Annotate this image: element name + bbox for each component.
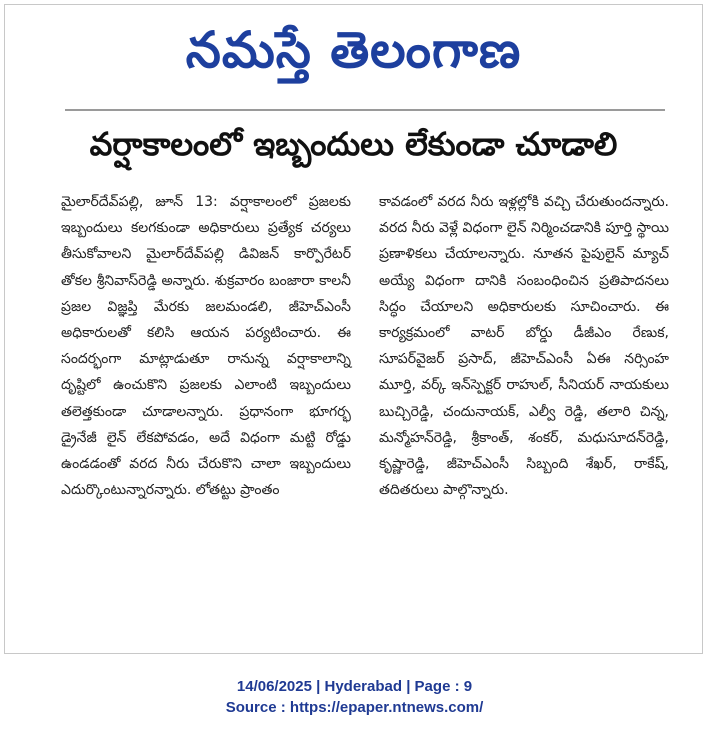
source-link[interactable]: Source : https://epaper.ntnews.com/ xyxy=(225,699,484,716)
article-body xyxy=(61,189,669,599)
clipping-frame xyxy=(4,4,703,654)
article-column-left: మైలార్‌దేవ్‌పల్లి, జూన్ 13: వర్షాకాలంలో ప్రజలకు ఇబ్బందులు కలగకుండా అధికారులు ప్రత్యేక చర్యలు తీసుకోవాలని మైలార్‌దేవ్‌పల్లి డివిజన్ కార్పొరేటర్ తోకల శ్రీనివాస్‌రెడ్డి అన్నారు. శుక్రవారం బంజారా కాలనీ ప్రజల విజ్ఞప్తి మేరకు జలమండలి, జీహెచ్‌ఎంసీ అధికారులతో కలిసి ఆయన పర్యటించారు. ఈ సందర్భంగా మాట్లాడుతూ రానున్న వర్షాకాలాన్ని దృష్టిలో ఉంచుకొని ప్రజలకు ఎలాంటి ఇబ్బందులు తలెత్తకుండా చూడాలన్నారు. ప్రధానంగా భూగర్భ డ్రైనేజీ లైన్ లేకపోవడం, అదే విధంగా మట్టి రోడ్డు ఉండడంతో వరద నీరు చేరుకొని చాలా ఇబ్బందులు ఎదుర్కొంటున్నారన్నారు. లోతట్టు ప్రాంతం xyxy=(61,194,351,499)
clipping-footer xyxy=(0,676,709,718)
newspaper-masthead: నమస్తే తెలంగాణ xyxy=(185,21,522,79)
article-headline: వర్షాకాలంలో ఇబ్బందులు లేకుండా చూడాలి xyxy=(89,125,618,163)
article-column-right: కావడంలో వరద నీరు ఇళ్లల్లోకి వచ్చి చేరుతుందన్నారు. వరద నీరు వెళ్లే విధంగా లైన్ నిర్మించడానికి పూర్తి స్థాయి ప్రణాళికలు చేయాలన్నారు. నూతన పైపులైన్ మ్యాచ్ అయ్యే విధంగా దానికి సంబంధించిన ప్రతిపాదనలు సిద్ధం చేయాలని అధికారులకు సూచించారు. ఈ కార్యక్రమంలో వాటర్ బోర్డు డీజీఎం రేణుక, సూపర్‌వైజర్ ప్రసాద్, జీహెచ్‌ఎంసీ ఏఈ నర్సింహ మూర్తి, వర్క్ ఇన్‌స్పెక్టర్ రాహుల్, సీనియర్ నాయకులు బుచ్చిరెడ్డి, చందునాయక్, ఎల్వీ రెడ్డి, తలారి చిన్న, మన్మోహన్‌రెడ్డి, శ్రీకాంత్, శంకర్, మధుసూదన్‌రెడ్డి, కృష్ణారెడ్డి, జీహెచ్‌ఎంసీ సిబ్బంది శేఖర్, రాకేష్, తదితరులు పాల్గొన్నారు. xyxy=(379,194,669,499)
publication-info: 14/06/2025 | Hyderabad | Page : 9 xyxy=(236,678,473,695)
masthead-divider xyxy=(65,109,665,111)
